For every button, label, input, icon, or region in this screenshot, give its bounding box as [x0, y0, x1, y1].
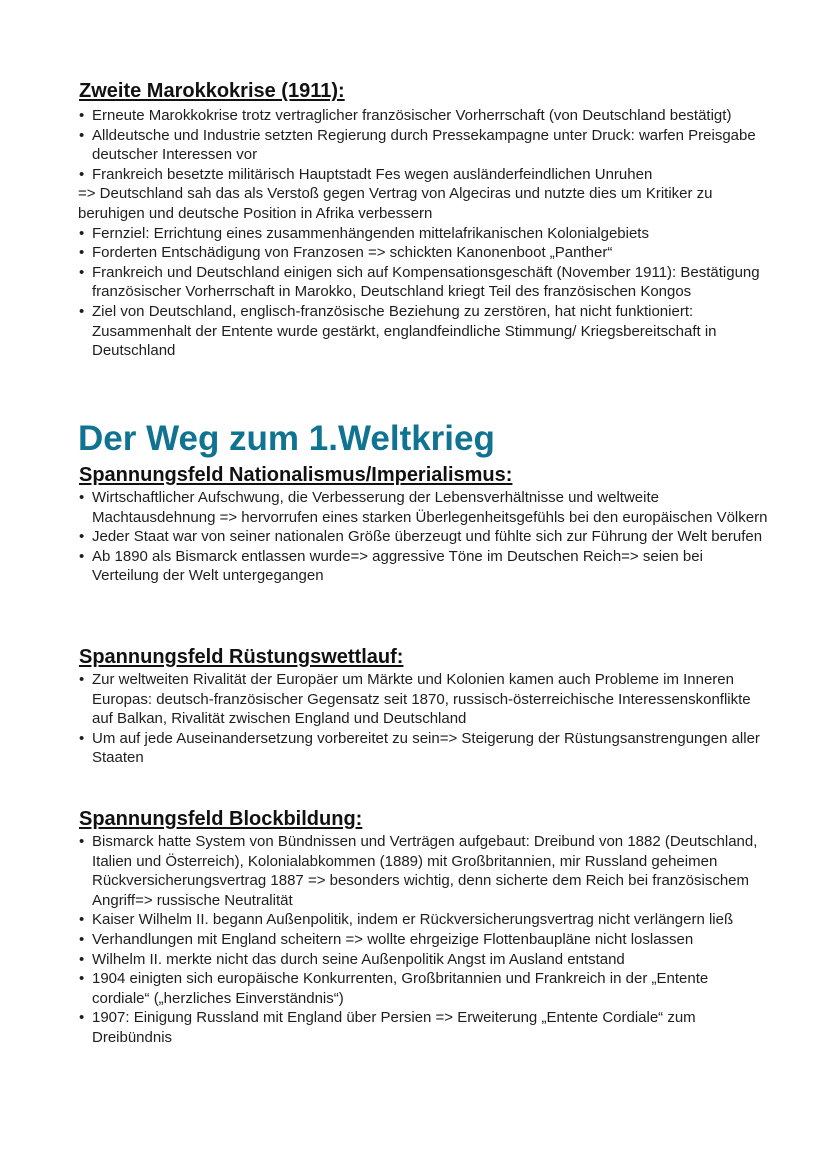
list-item: • Bismarck hatte System von Bündnissen und Verträgen aufgebaut: Dreibund von 1882 (Deutschland, Italien und Österreich), Kolonialabkommen (1889) mit Großbritannien, mir Russland geheimen Rückversicherungsvertrag 1887 => besonders wichtig, denn sicherte dem Reich bei französischem Angriff=> russische Neutralität — [78, 832, 768, 910]
list-item: • Wilhelm II. merkte nicht das durch seine Außenpolitik Angst im Ausland entstand — [78, 950, 768, 970]
section-heading-blockbildung: Spannungsfeld Blockbildung: — [79, 808, 363, 830]
list-item: • Ziel von Deutschland, englisch-französische Beziehung zu zerstören, hat nicht funktioniert: Zusammenhalt der Entente wurde gestärkt, englandfeindliche Stimmung/ Kriegsbereitschaft in Deutschland — [78, 302, 768, 361]
list-item: • Fernziel: Errichtung eines zusammenhängenden mittelafrikanischen Kolonialgebiets — [78, 224, 768, 244]
section-heading-marokkokrise: Zweite Marokkokrise (1911): — [79, 80, 345, 102]
list-item: • Wirtschaftlicher Aufschwung, die Verbesserung der Lebensverhältnisse und weltweite Machtausdehnung => hervorrufen eines starken Überlegenheitsgefühls bei den europäischen Völkern — [78, 488, 768, 527]
list-item: • Zur weltweiten Rivalität der Europäer um Märkte und Kolonien kamen auch Probleme im Inneren Europas: deutsch-französischer Gegensatz seit 1870, russisch-österreichische Interessenskonflikte auf Balkan, Rivalität zwischen England und Deutschland — [78, 670, 768, 729]
list-item: • Frankreich und Deutschland einigen sich auf Kompensationsgeschäft (November 1911): Bestätigung französischer Vorherrschaft in Marokko, Deutschland kriegt Teil des französischen Kongos — [78, 263, 768, 302]
list-item: • Ab 1890 als Bismarck entlassen wurde=> aggressive Töne im Deutschen Reich=> seien bei Verteilung der Welt untergegangen — [78, 547, 768, 586]
list-item: • 1904 einigten sich europäische Konkurrenten, Großbritannien und Frankreich in der „Entente cordiale“ („herzliches Einverständnis“) — [78, 969, 768, 1008]
section-heading-nationalismus: Spannungsfeld Nationalismus/Imperialismus: — [79, 464, 513, 486]
page-title: Der Weg zum 1.Weltkrieg — [78, 419, 495, 458]
list-item: • 1907: Einigung Russland mit England über Persien => Erweiterung „Entente Cordiale“ zum Dreibündnis — [78, 1008, 768, 1047]
section-heading-ruestung: Spannungsfeld Rüstungswettlauf: — [79, 646, 404, 668]
list-item: • Forderten Entschädigung von Franzosen => schickten Kanonenboot „Panther“ — [78, 243, 768, 263]
list-item: • Erneute Marokkokrise trotz vertraglicher französischer Vorherrschaft (von Deutschland bestätigt) — [78, 106, 768, 126]
list-item: • Kaiser Wilhelm II. begann Außenpolitik, indem er Rückversicherungsvertrag nicht verlängern ließ — [78, 910, 768, 930]
blockbildung-list — [78, 832, 768, 1048]
marokkokrise-list — [78, 106, 768, 361]
ruestung-list — [78, 670, 768, 768]
list-item: • Jeder Staat war von seiner nationalen Größe überzeugt und fühlte sich zur Führung der Welt berufen — [78, 527, 768, 547]
list-item: • Verhandlungen mit England scheitern => wollte ehrgeizige Flottenbaupläne nicht loslassen — [78, 930, 768, 950]
list-item: • Frankreich besetzte militärisch Hauptstadt Fes wegen ausländerfeindlichen Unruhen — [78, 165, 768, 185]
list-item: • Um auf jede Auseinandersetzung vorbereitet zu sein=> Steigerung der Rüstungsanstrengungen aller Staaten — [78, 729, 768, 768]
list-item: => Deutschland sah das als Verstoß gegen Vertrag von Algeciras und nutzte dies um Kritiker zu beruhigen und deutsche Position in Afrika verbessern — [78, 185, 713, 222]
list-item: • Alldeutsche und Industrie setzten Regierung durch Pressekampagne unter Druck: warfen Preisgabe deutscher Interessen vor — [78, 126, 768, 165]
nationalismus-list — [78, 488, 768, 586]
